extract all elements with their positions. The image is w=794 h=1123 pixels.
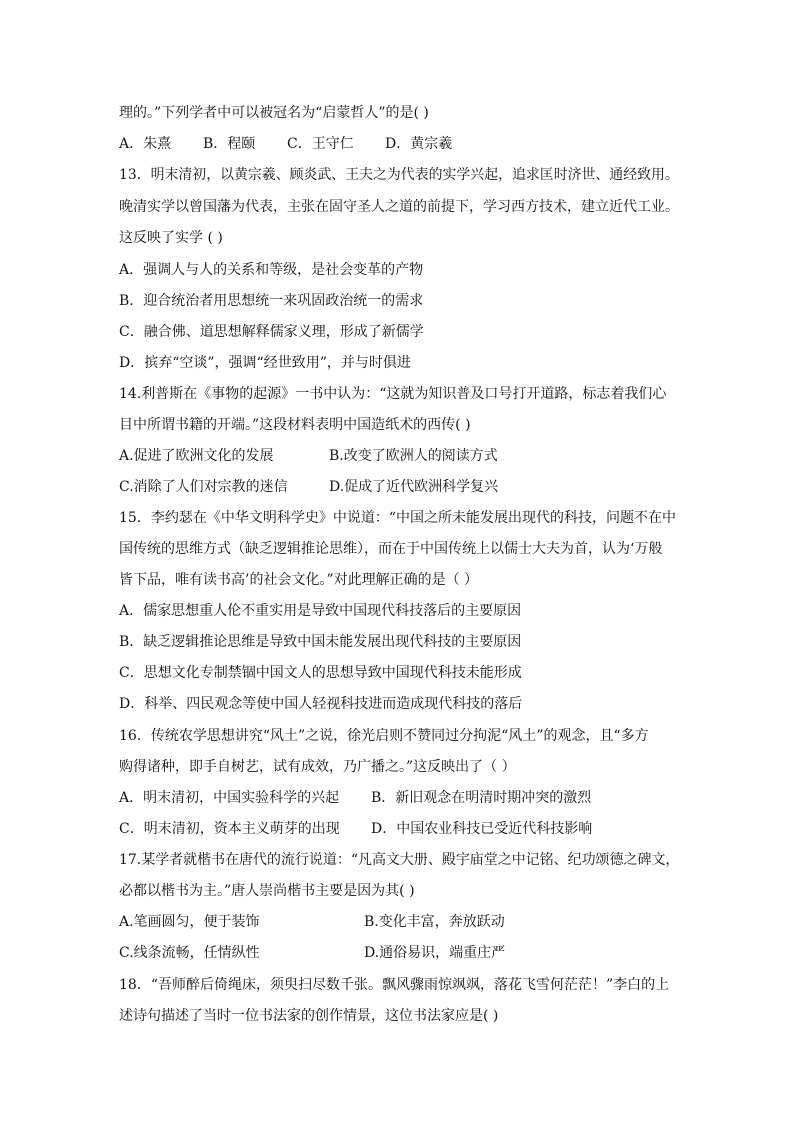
q14-option-d: D.促成了近代欧洲科学复兴 — [329, 479, 499, 495]
q15-stem-line-1: 15．李约瑟在《中华文明科学史》中说道：“中国之所未能发展出现代的科技，问题不在中 — [119, 510, 676, 526]
q16-option-a: A．明末清初，中国实验科学的兴起 — [119, 790, 340, 806]
q18-stem-line-1: 18．“吾师醉后倚绳床，须臾扫尽数千张。飘风骤雨惊飒飒，落花飞雪何茫茫！”李白的上 — [119, 977, 670, 993]
q12-option-d: D．黄宗羲 — [385, 136, 453, 152]
q15-option-b: B．缺乏逻辑推论思维是导致中国未能发展出现代科技的主要原因 — [119, 634, 522, 650]
q17-options-row-1 — [119, 913, 559, 931]
q17-option-b: B.变化丰富，奔放跃动 — [364, 914, 505, 930]
q17-options-row-2 — [119, 944, 559, 962]
q16-stem-line-2: 购得诸种，即手自树艺，试有成效，乃广播之。”这反映出了（ ） — [119, 759, 516, 775]
q16-options-row-2 — [119, 820, 639, 838]
q17-stem-line-2: 必都以楷书为主。”唐人崇尚楷书主要是因为其( ) — [119, 883, 415, 899]
q13-stem-line-3: 这反映了实学 ( ) — [119, 230, 223, 246]
q14-options-row-2 — [119, 478, 579, 496]
q16-option-b: B．新旧观念在明清时期冲突的激烈 — [371, 790, 592, 806]
q14-stem-line-1: 14.利普斯在《事物的起源》一书中认为：“这就为知识普及口号打开道路，标志着我们心 — [119, 386, 667, 402]
q17-option-d: D.通俗易识，端重庄严 — [364, 945, 506, 961]
q15-stem-line-2: 国传统的思维方式（缺乏逻辑推论思维），而在于中国传统上以儒士大夫为首，认为‘万般 — [119, 541, 663, 557]
q14-options-row-1 — [119, 447, 579, 465]
q13-option-c: C．融合佛、道思想解释儒家义理，形成了新儒学 — [119, 324, 424, 340]
q13-option-d: D．摈弃“空谈”，强调“经世致用”，并与时俱进 — [119, 355, 411, 371]
q17-option-c: C.线条流畅，任情纵性 — [119, 945, 260, 961]
q18-stem-line-2: 述诗句描述了当时一位书法家的创作情景，这位书法家应是( ) — [119, 1008, 499, 1024]
q17-option-a: A.笔画圆匀，便于装饰 — [119, 914, 260, 930]
q16-stem-line-1: 16．传统农学思想讲究“风土”之说，徐光启则不赞同过分拘泥“风土”的观念，且“多方 — [119, 728, 649, 744]
q13-option-a: A．强调人与人的关系和等级，是社会变革的产物 — [119, 262, 424, 278]
q16-option-c: C．明末清初，资本主义萌芽的出现 — [119, 821, 340, 837]
q13-option-b: B．迎合统治者用思想统一来巩固政治统一的需求 — [119, 293, 424, 309]
q14-stem-line-2: 目中所谓书籍的开端。”这段材料表明中国造纸术的西传( ) — [119, 417, 471, 433]
q15-option-d: D．科举、四民观念等使中国人轻视科技进而造成现代科技的落后 — [119, 696, 523, 712]
q15-stem-line-3: 皆下品，唯有读书高’的社会文化。”对此理解正确的是（ ） — [119, 572, 479, 588]
q12-option-c: C．王守仁 — [287, 136, 354, 152]
q16-option-d: D．中国农业科技已受近代科技影响 — [371, 821, 593, 837]
q12-option-a: A．朱熹 — [119, 136, 172, 152]
q13-stem-line-1: 13．明末清初，以黄宗羲、顾炎武、王夫之为代表的实学兴起，追求匡时济世、通经致用。 — [119, 167, 679, 183]
q14-option-c: C.消除了人们对宗教的迷信 — [119, 479, 288, 495]
q12-options — [119, 135, 519, 153]
q15-option-c: C．思想文化专制禁锢中国文人的思想导致中国现代科技未能形成 — [119, 665, 522, 681]
q14-option-b: B.改变了欧洲人的阅读方式 — [329, 448, 498, 464]
q17-stem-line-1: 17.某学者就楷书在唐代的流行说道：“凡高文大册、殿宇庙堂之中记铭、纪功颂德之碑文， — [119, 852, 680, 868]
q16-options-row-1 — [119, 789, 639, 807]
q14-option-a: A.促进了欧洲文化的发展 — [119, 448, 274, 464]
q15-option-a: A．儒家思想重人伦不重实用是导致中国现代科技落后的主要原因 — [119, 603, 522, 619]
q12-stem-tail: 理的。”下列学者中可以被冠名为“启蒙哲人”的是( ) — [119, 105, 429, 121]
q12-option-b: B．程颐 — [203, 136, 256, 152]
q13-stem-line-2: 晚清实学以曾国藩为代表，主张在固守圣人之道的前提下，学习西方技术，建立近代工业。 — [119, 199, 679, 215]
